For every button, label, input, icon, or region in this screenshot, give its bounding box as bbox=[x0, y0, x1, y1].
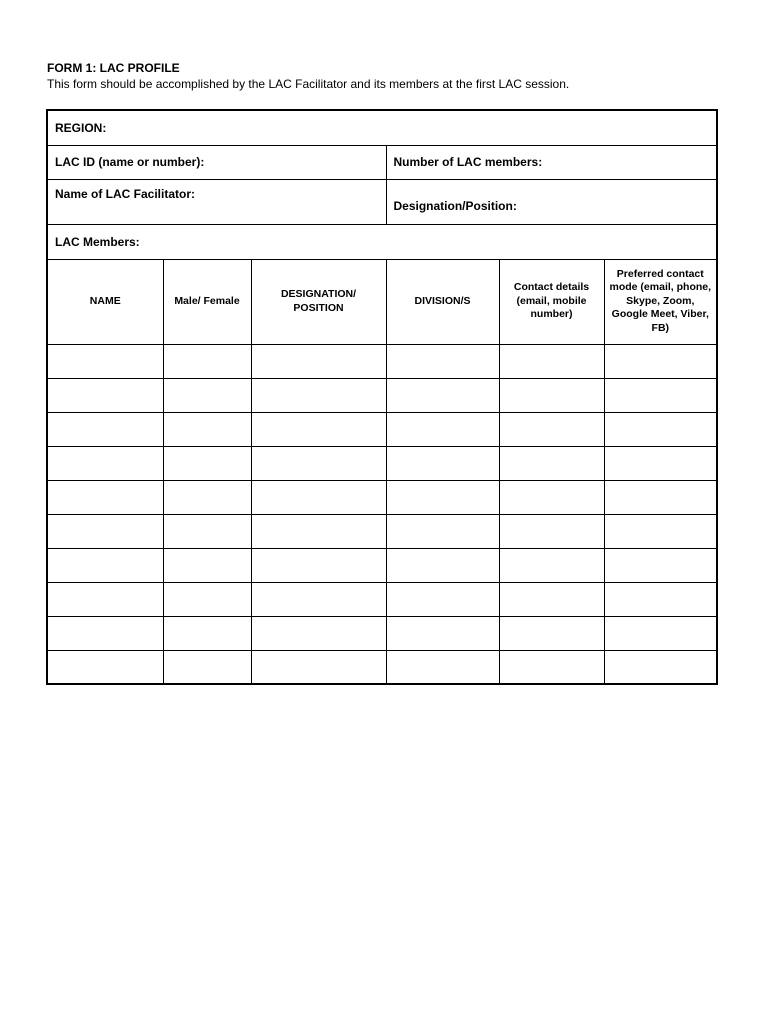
member-row bbox=[47, 616, 717, 650]
member-contact-cell[interactable] bbox=[499, 446, 604, 480]
member-preferred-contact-cell[interactable] bbox=[604, 582, 717, 616]
member-preferred-contact-cell[interactable] bbox=[604, 480, 717, 514]
member-preferred-contact-cell[interactable] bbox=[604, 378, 717, 412]
region-label: REGION: bbox=[55, 120, 107, 135]
form-heading bbox=[47, 60, 569, 92]
member-row bbox=[47, 582, 717, 616]
member-designation-cell[interactable] bbox=[251, 378, 386, 412]
lac-id-field[interactable] bbox=[47, 145, 386, 179]
member-preferred-contact-cell[interactable] bbox=[604, 548, 717, 582]
member-contact-cell[interactable] bbox=[499, 344, 604, 378]
lac-members-label: LAC Members: bbox=[55, 234, 140, 249]
member-preferred-contact-cell[interactable] bbox=[604, 446, 717, 480]
region-field[interactable] bbox=[47, 110, 717, 145]
member-division-cell[interactable] bbox=[386, 446, 499, 480]
member-division-cell[interactable] bbox=[386, 514, 499, 548]
member-division-cell[interactable] bbox=[386, 582, 499, 616]
member-name-cell[interactable] bbox=[47, 378, 163, 412]
member-name-cell[interactable] bbox=[47, 446, 163, 480]
member-designation-cell[interactable] bbox=[251, 650, 386, 684]
member-contact-cell[interactable] bbox=[499, 548, 604, 582]
member-sex-cell[interactable] bbox=[163, 514, 251, 548]
member-row bbox=[47, 548, 717, 582]
member-division-cell[interactable] bbox=[386, 344, 499, 378]
member-designation-cell[interactable] bbox=[251, 480, 386, 514]
member-row bbox=[47, 650, 717, 684]
member-designation-cell[interactable] bbox=[251, 514, 386, 548]
member-preferred-contact-cell[interactable] bbox=[604, 650, 717, 684]
member-division-cell[interactable] bbox=[386, 548, 499, 582]
member-division-cell[interactable] bbox=[386, 616, 499, 650]
member-row bbox=[47, 344, 717, 378]
form-title: FORM 1: LAC PROFILE bbox=[47, 61, 180, 75]
form-subtitle: This form should be accomplished by the LAC Facilitator and its members at the first LAC session. bbox=[47, 77, 570, 91]
members-table-header bbox=[47, 259, 717, 344]
member-sex-cell[interactable] bbox=[163, 480, 251, 514]
member-sex-cell[interactable] bbox=[163, 650, 251, 684]
member-name-cell[interactable] bbox=[47, 616, 163, 650]
member-designation-cell[interactable] bbox=[251, 616, 386, 650]
member-name-cell[interactable] bbox=[47, 582, 163, 616]
member-contact-cell[interactable] bbox=[499, 650, 604, 684]
member-division-cell[interactable] bbox=[386, 480, 499, 514]
member-row bbox=[47, 412, 717, 446]
member-row bbox=[47, 378, 717, 412]
member-name-cell[interactable] bbox=[47, 650, 163, 684]
member-sex-cell[interactable] bbox=[163, 616, 251, 650]
member-name-cell[interactable] bbox=[47, 514, 163, 548]
member-preferred-contact-cell[interactable] bbox=[604, 344, 717, 378]
designation-label: Designation/Position: bbox=[393, 198, 517, 213]
member-name-cell[interactable] bbox=[47, 344, 163, 378]
member-sex-cell[interactable] bbox=[163, 344, 251, 378]
facilitator-field[interactable] bbox=[47, 179, 386, 224]
member-row bbox=[47, 446, 717, 480]
lac-members-count-field[interactable] bbox=[386, 145, 717, 179]
member-preferred-contact-cell[interactable] bbox=[604, 616, 717, 650]
member-division-cell[interactable] bbox=[386, 650, 499, 684]
member-sex-cell[interactable] bbox=[163, 446, 251, 480]
member-name-cell[interactable] bbox=[47, 480, 163, 514]
column-header-preferred-contact: Preferred contact mode (email, phone, Skype, Zoom, Google Meet, Viber, FB) bbox=[604, 259, 717, 344]
column-header-contact-details: Contact details (email, mobile number) bbox=[499, 259, 604, 344]
member-division-cell[interactable] bbox=[386, 412, 499, 446]
member-sex-cell[interactable] bbox=[163, 582, 251, 616]
facilitator-label: Name of LAC Facilitator: bbox=[55, 186, 196, 201]
member-name-cell[interactable] bbox=[47, 412, 163, 446]
column-header-sex: Male/ Female bbox=[163, 259, 251, 344]
member-sex-cell[interactable] bbox=[163, 548, 251, 582]
member-contact-cell[interactable] bbox=[499, 378, 604, 412]
designation-field[interactable] bbox=[386, 179, 717, 224]
member-contact-cell[interactable] bbox=[499, 514, 604, 548]
member-preferred-contact-cell[interactable] bbox=[604, 514, 717, 548]
member-designation-cell[interactable] bbox=[251, 582, 386, 616]
member-sex-cell[interactable] bbox=[163, 378, 251, 412]
lac-id-label: LAC ID (name or number): bbox=[55, 155, 205, 169]
lac-members-heading-cell bbox=[47, 224, 717, 259]
member-designation-cell[interactable] bbox=[251, 446, 386, 480]
member-contact-cell[interactable] bbox=[499, 616, 604, 650]
column-header-designation: DESIGNATION/ POSITION bbox=[251, 259, 386, 344]
lac-profile-form bbox=[46, 109, 718, 685]
member-preferred-contact-cell[interactable] bbox=[604, 412, 717, 446]
member-contact-cell[interactable] bbox=[499, 412, 604, 446]
column-header-division: DIVISION/S bbox=[386, 259, 499, 344]
member-row bbox=[47, 514, 717, 548]
member-contact-cell[interactable] bbox=[499, 582, 604, 616]
column-header-name: NAME bbox=[47, 259, 163, 344]
member-designation-cell[interactable] bbox=[251, 412, 386, 446]
member-designation-cell[interactable] bbox=[251, 344, 386, 378]
member-row bbox=[47, 480, 717, 514]
lac-members-count-label: Number of LAC members: bbox=[393, 155, 543, 169]
member-division-cell[interactable] bbox=[386, 378, 499, 412]
member-contact-cell[interactable] bbox=[499, 480, 604, 514]
member-designation-cell[interactable] bbox=[251, 548, 386, 582]
member-name-cell[interactable] bbox=[47, 548, 163, 582]
member-sex-cell[interactable] bbox=[163, 412, 251, 446]
